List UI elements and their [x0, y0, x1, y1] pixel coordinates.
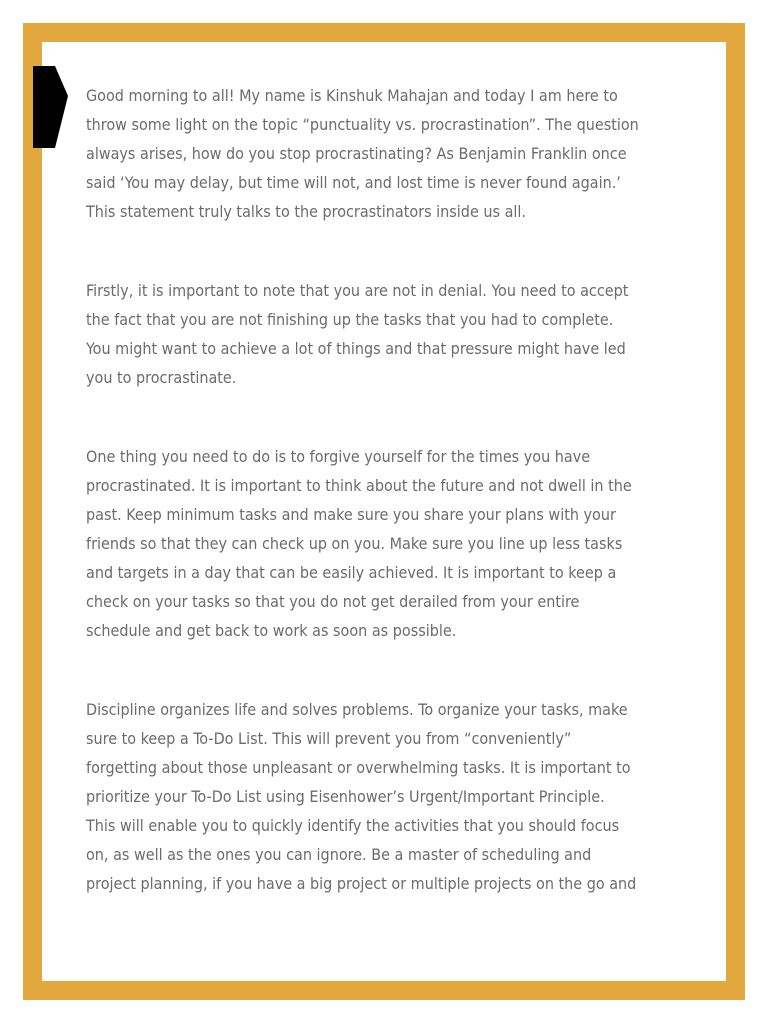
paragraph-intro: Good morning to all! My name is Kinshuk Mahajan and today I am here to throw some light on the topic “punctuality vs. procrastination”. The question always arises, how do you stop procrastinating? As Benjamin Franklin once said ‘You may delay, but time will not, and lost time is never found again.’ This statement truly talks to the procrastinators inside us all. [86, 86, 639, 221]
bookmark-tab-icon [33, 66, 68, 148]
document-body [86, 81, 696, 948]
paragraph-denial: Firstly, it is important to note that you are not in denial. You need to accept the fact that you are not finishing up the tasks that you had to complete. You might want to achieve a lot of things and that pressure might have led you to procrastinate. [86, 281, 629, 387]
paragraph-discipline: Discipline organizes life and solves problems. To organize your tasks, make sure to keep a To-Do List. This will prevent you from “conveniently” forgetting about those unpleasant or overwhelming tasks. It is important to prioritize your To-Do List using Eisenhower’s Urgent/Important Principle. This will enable you to quickly identify the activities that you should focus on, as well as the ones you can ignore. Be a master of scheduling and project planning, if you have a big project or multiple projects on the go and [86, 700, 637, 893]
paragraph-forgive: One thing you need to do is to forgive yourself for the times you have procrastinated. It is important to think about the future and not dwell in the past. Keep minimum tasks and make sure you share your plans with your friends so that they can check up on you. Make sure you line up less tasks and targets in a day that can be easily achieved. It is important to keep a check on your tasks so that you do not get derailed from your entire schedule and get back to work as soon as possible. [86, 447, 632, 640]
